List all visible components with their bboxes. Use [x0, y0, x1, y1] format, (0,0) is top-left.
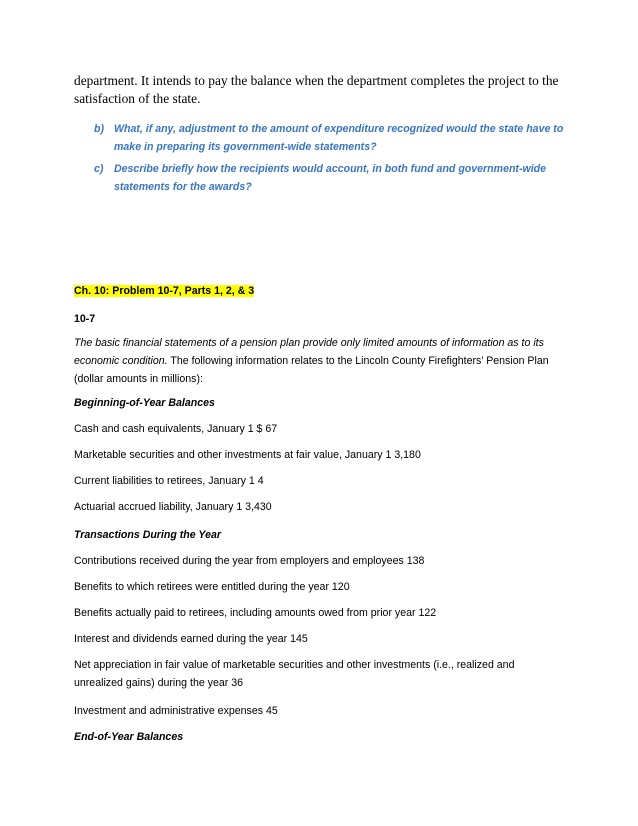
list-item: Benefits to which retirees were entitled during the year 120: [74, 581, 350, 593]
list-item: Benefits actually paid to retirees, including amounts owed from prior year 122: [74, 607, 437, 619]
intro-line: department. It intends to pay the balance when the department completes the project to the: [74, 73, 559, 88]
description-italic-text: economic condition.: [74, 355, 168, 367]
list-item: Contributions received during the year from employers and employees 138: [74, 555, 425, 567]
list-item: Interest and dividends earned during the year 145: [74, 633, 308, 645]
list-item: Investment and administrative expenses 45: [74, 705, 278, 717]
question-text: make in preparing its government-wide statements?: [114, 141, 377, 153]
question-text: statements for the awards?: [114, 181, 252, 193]
intro-paragraph: [74, 72, 574, 107]
list-item: Actuarial accrued liability, January 1 3,430: [74, 501, 272, 513]
list-item-line: Net appreciation in fair value of marketable securities and other investments (i.e., realized and: [74, 659, 515, 671]
description-text: The following information relates to the Lincoln County Firefighters’ Pension Plan: [167, 355, 549, 367]
question-letter: c): [94, 163, 104, 175]
description-line: (dollar amounts in millions):: [74, 373, 203, 385]
question-b: [94, 120, 564, 156]
intro-line: satisfaction of the state.: [74, 90, 201, 106]
list-item-line: unrealized gains) during the year 36: [74, 677, 244, 689]
list-item: Current liabilities to retirees, January 1 4: [74, 475, 264, 487]
question-letter: b): [94, 123, 104, 135]
description-line: The basic financial statements of a pension plan provide only limited amounts of information as to its: [74, 337, 544, 349]
question-text: Describe briefly how the recipients would account, in both fund and government-wide: [114, 163, 547, 175]
chapter-heading-row: [74, 282, 574, 300]
question-c: [94, 160, 564, 196]
section-heading-beginning: Beginning-of-Year Balances: [74, 397, 215, 409]
list-item-appreciation: [74, 656, 574, 692]
list-item: Marketable securities and other investments at fair value, January 1 3,180: [74, 449, 421, 461]
section-heading-transactions: Transactions During the Year: [74, 529, 221, 541]
chapter-heading: Ch. 10: Problem 10-7, Parts 1, 2, & 3: [74, 285, 255, 297]
question-text: What, if any, adjustment to the amount of expenditure recognized would the state have to: [114, 123, 564, 135]
list-item: Cash and cash equivalents, January 1 $ 67: [74, 423, 278, 435]
problem-description: [74, 334, 574, 388]
problem-number: 10-7: [74, 313, 96, 325]
description-line: [74, 352, 574, 370]
section-heading-end: End-of-Year Balances: [74, 731, 184, 743]
